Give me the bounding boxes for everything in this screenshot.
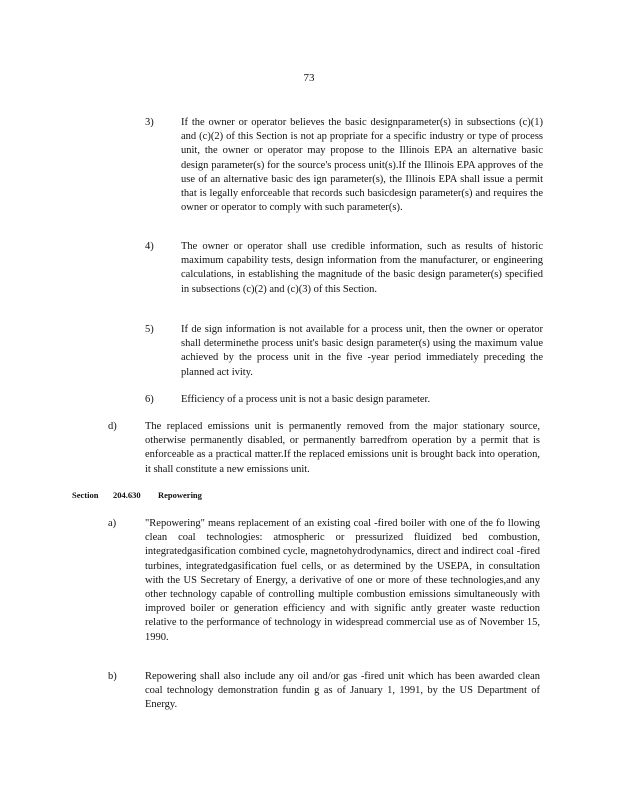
- section-title: Repowering: [158, 490, 202, 500]
- list-item: [145, 393, 543, 407]
- item-label: 4): [145, 241, 154, 252]
- list-item: [145, 240, 543, 297]
- item-text: If de sign information is not available for a process unit, then the owner or operator shall determinethe process unit's basic design parameter(s) using the maximum value achieved by the process unit in the five -year period immediately preceding the planned act ivity.: [181, 324, 543, 378]
- item-text: Efficiency of a process unit is not a basic design parameter.: [181, 394, 431, 405]
- item-text: "Repowering" means replacement of an existing coal -fired boiler with one of the fo llowing clean coal technologies: atmospheric or pressurized fluidized bed combustion, integratedgasification combined cycle, magnetohydrodynamics, direct and indirect coal -fired turbines, integratedgasification fuel cells, or as determined by the USEPA, in consultation with the US Secretary of Energy, a derivative of one or more of these technologies,and any other technology capable of controlling multiple combustion emissions simultaneously with improved boiler or generation efficiency and with signific antly greater waste reduction relative to the performance of technology in widespread commercial use as of November 15, 1990.: [145, 518, 540, 643]
- item-text: The owner or operator shall use credible information, such as results of historic maximum capability tests, design information from the manufacturer, or engineering calculations, in establishing the magnitude of the basic design parameter(s) specified in subsections (c)(2) and (c)(3) of this Section.: [181, 241, 543, 295]
- item-label: 5): [145, 324, 154, 335]
- list-item: [108, 517, 540, 645]
- list-item: [108, 420, 540, 477]
- item-label: b): [108, 671, 117, 682]
- item-text: If the owner or operator believes the basic designparameter(s) in subsections (c)(1) and (c)(2) of this Section is not ap propriate for a specific industry or type of process unit, the owner or operator may propose to the Illinois EPA an alternative basic design parameter(s) for the source's process unit(s).If the Illinois EPA approves of the use of an alternative basic des ign parameter(s), the Illinois EPA shall issue a permit that is legally enforceable that records such basicdesign parameter(s) and requires the owner or operator to comply with such parameter(s).: [181, 117, 543, 214]
- item-label: d): [108, 421, 117, 432]
- item-label: 6): [145, 394, 154, 405]
- section-word: Section: [72, 490, 99, 500]
- page-number: 73: [303, 72, 315, 84]
- item-text: Repowering shall also include any oil and/or gas -fired unit which has been awarded clean coal technology demonstration fundin g as of January 1, 1991, by the US Department of Energy.: [145, 671, 540, 711]
- section-number: 204.630: [113, 490, 141, 500]
- item-label: 3): [145, 117, 154, 128]
- list-item: [145, 116, 543, 215]
- item-text: The replaced emissions unit is permanently removed from the major stationary source, otherwise permanently disabled, or permanently barredfrom operation by a permit that is enforceable as a practical matter.If the replaced emissions unit is brought back into operation, it shall constitute a new emissions unit.: [145, 421, 540, 475]
- item-label: a): [108, 518, 117, 529]
- list-item: [108, 670, 540, 713]
- list-item: [145, 323, 543, 380]
- section-heading: [72, 490, 202, 500]
